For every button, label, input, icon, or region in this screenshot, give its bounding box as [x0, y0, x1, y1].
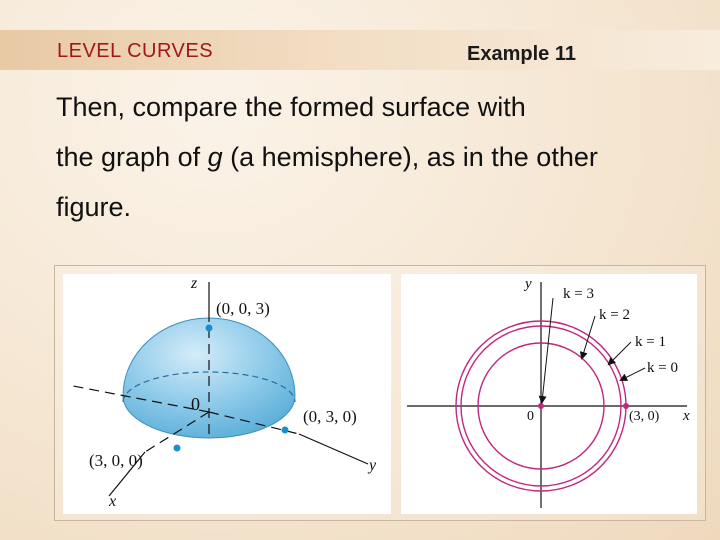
arrow-k0 [621, 368, 645, 380]
body-line-3: figure. [56, 192, 132, 222]
level-label-k1: k = 1 [635, 334, 666, 350]
point-top-label: (0, 0, 3) [216, 299, 270, 318]
arrow-k3 [542, 298, 553, 402]
origin-point [538, 403, 544, 409]
level-curves-graph [401, 274, 697, 514]
y-axis-visible [299, 434, 368, 464]
body-line-2-start: the graph of [56, 142, 208, 172]
level-label-k0: k = 0 [647, 360, 678, 376]
slide-body-text [56, 82, 716, 232]
origin-label: 0 [527, 409, 534, 424]
point-left-label: (3, 0, 0) [89, 451, 143, 470]
z-axis-label: z [191, 275, 198, 292]
x-axis-label: x [109, 493, 117, 510]
contour-figure [401, 274, 697, 514]
arrow-k2 [582, 316, 595, 358]
y-axis-label: y [369, 457, 377, 474]
function-g: g [207, 142, 223, 172]
body-line-2-end: (a hemisphere), as in the other [222, 142, 598, 172]
point-right [282, 427, 289, 434]
arrow-k1 [609, 342, 631, 364]
origin-label: 0 [191, 394, 200, 414]
point-right-label: (0, 3, 0) [303, 407, 357, 426]
hemisphere-figure [63, 274, 391, 514]
point-left [174, 445, 181, 452]
example-label: Example 11 [467, 43, 576, 65]
hemisphere-graph [63, 274, 391, 514]
level-label-k2: k = 2 [599, 307, 630, 323]
level-label-k3: k = 3 [563, 286, 594, 302]
point-top [206, 325, 213, 332]
x-axis-label: x [683, 408, 690, 424]
body-line-2 [56, 132, 716, 182]
section-title: LEVEL CURVES [57, 40, 214, 62]
point-3-0-label: (3, 0) [629, 409, 660, 424]
y-axis-label: y [525, 276, 532, 292]
body-line-1: Then, compare the formed surface with [56, 92, 526, 122]
